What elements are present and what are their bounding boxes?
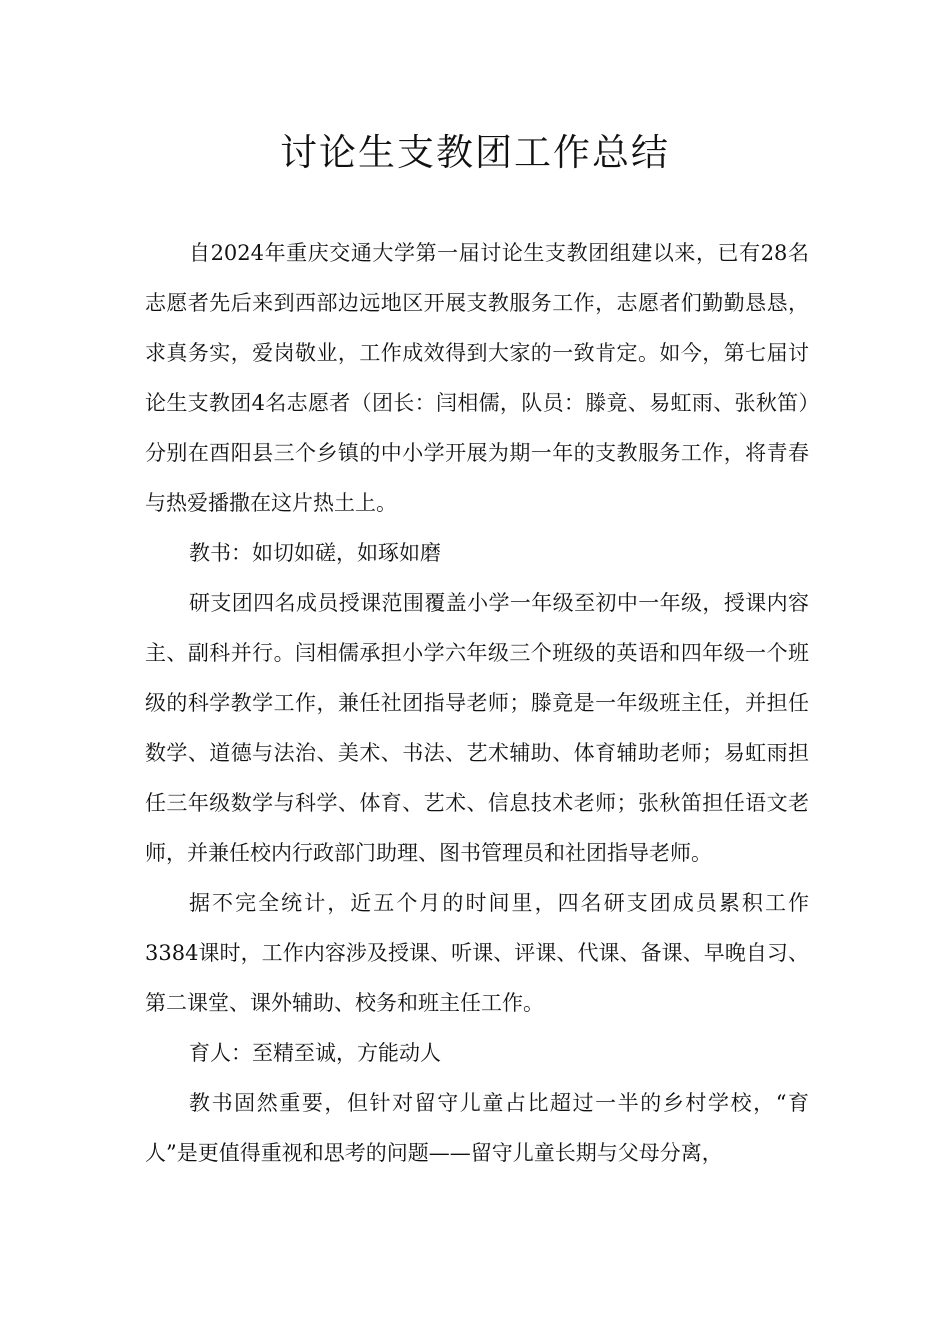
paragraph-education: 教书固然重要，但针对留守儿童占比超过一半的乡村学校，“育人”是更值得重视和思考的问题——留守儿童长期与父母分离， [145,1091,809,1165]
document-title: 讨论生支教团工作总结 [280,131,670,174]
paragraph-intro: 自2024年重庆交通大学第一届讨论生支教团组建以来，已有28名志愿者先后来到西部边远地区开展支教服务工作，志愿者们勤勤恳恳，求真务实，爱岗敬业，工作成效得到大家的一致肯定。如今，第七届讨论生支教团4名志愿者（团长：闫相儒，队员：滕竟、易虹雨、张秋笛）分别在酉阳县三个乡镇的中小学开展为期一年的支教服务工作，将青春与热爱播撒在这片热土上。 [145,241,809,515]
document-body [145,228,809,1178]
paragraph-teaching-scope: 研支团四名成员授课范围覆盖小学一年级至初中一年级，授课内容主、副科并行。闫相儒承担小学六年级三个班级的英语和四年级一个班级的科学教学工作，兼任社团指导老师；滕竟是一年级班主任，并担任数学、道德与法治、美术、书法、艺术辅助、体育辅助老师；易虹雨担任三年级数学与科学、体育、艺术、信息技术老师；张秋笛担任语文老师，并兼任校内行政部门助理、图书管理员和社团指导老师。 [145,591,809,865]
section-heading-teaching: 教书：如切如磋，如琢如磨 [189,541,441,565]
section-heading-education: 育人：至精至诚，方能动人 [189,1041,441,1065]
paragraph-statistics: 据不完全统计，近五个月的时间里，四名研支团成员累积工作3384课时，工作内容涉及授课、听课、评课、代课、备课、早晚自习、第二课堂、课外辅助、校务和班主任工作。 [145,891,809,1015]
